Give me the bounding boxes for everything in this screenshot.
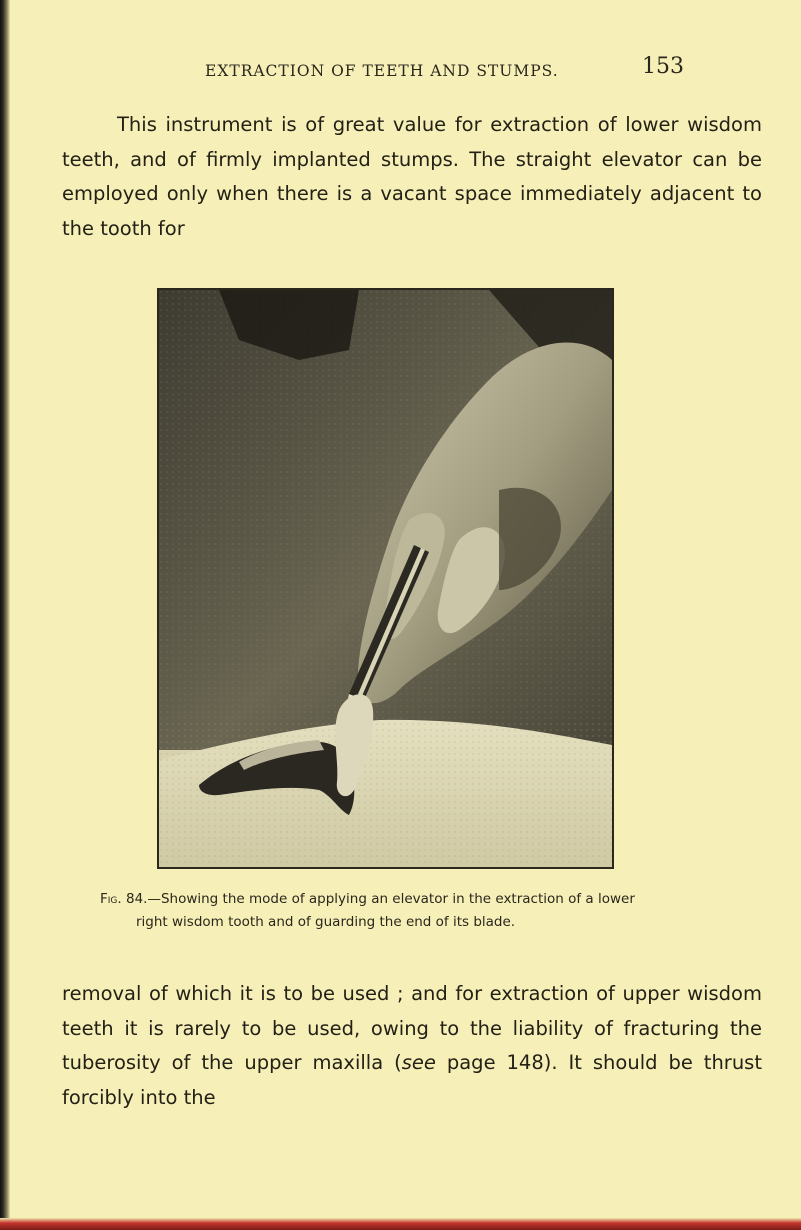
body-paragraph-top: This instrument is of great value for extraction of lower wisdom teeth, and of firmly implanted stumps. The straight elevator can be employed only when there is a vacant space immediately adjacent to the tooth for	[62, 113, 762, 240]
figure-label: Fig. 84.	[100, 891, 148, 907]
page-number: 153	[642, 54, 684, 79]
book-binding-edge	[0, 0, 10, 1230]
hand-with-elevator-illustration	[159, 290, 612, 867]
body-paragraph-bottom-see: see	[401, 1051, 436, 1074]
body-paragraph-bottom	[62, 977, 762, 1115]
body-paragraph-bottom-part1: removal of which it is to be used ; and for extraction of upper wisdom teeth it is rarely to be used, owing to the liability of fracturing the tuberosity of the upper maxilla (	[62, 982, 762, 1074]
caption-line-2: right wisdom tooth and of guarding the end of its blade.	[136, 914, 516, 930]
body-paragraph-bottom-part2: page 148). It should be thrust forcibly into the	[62, 1051, 762, 1109]
running-head: EXTRACTION OF TEETH AND STUMPS.	[205, 62, 559, 80]
figure-84-photograph	[157, 288, 614, 869]
page-bottom-edge	[0, 1218, 801, 1230]
figure-caption	[100, 888, 740, 934]
caption-line-1: —Showing the mode of applying an elevator in the extraction of a lower	[147, 891, 635, 907]
